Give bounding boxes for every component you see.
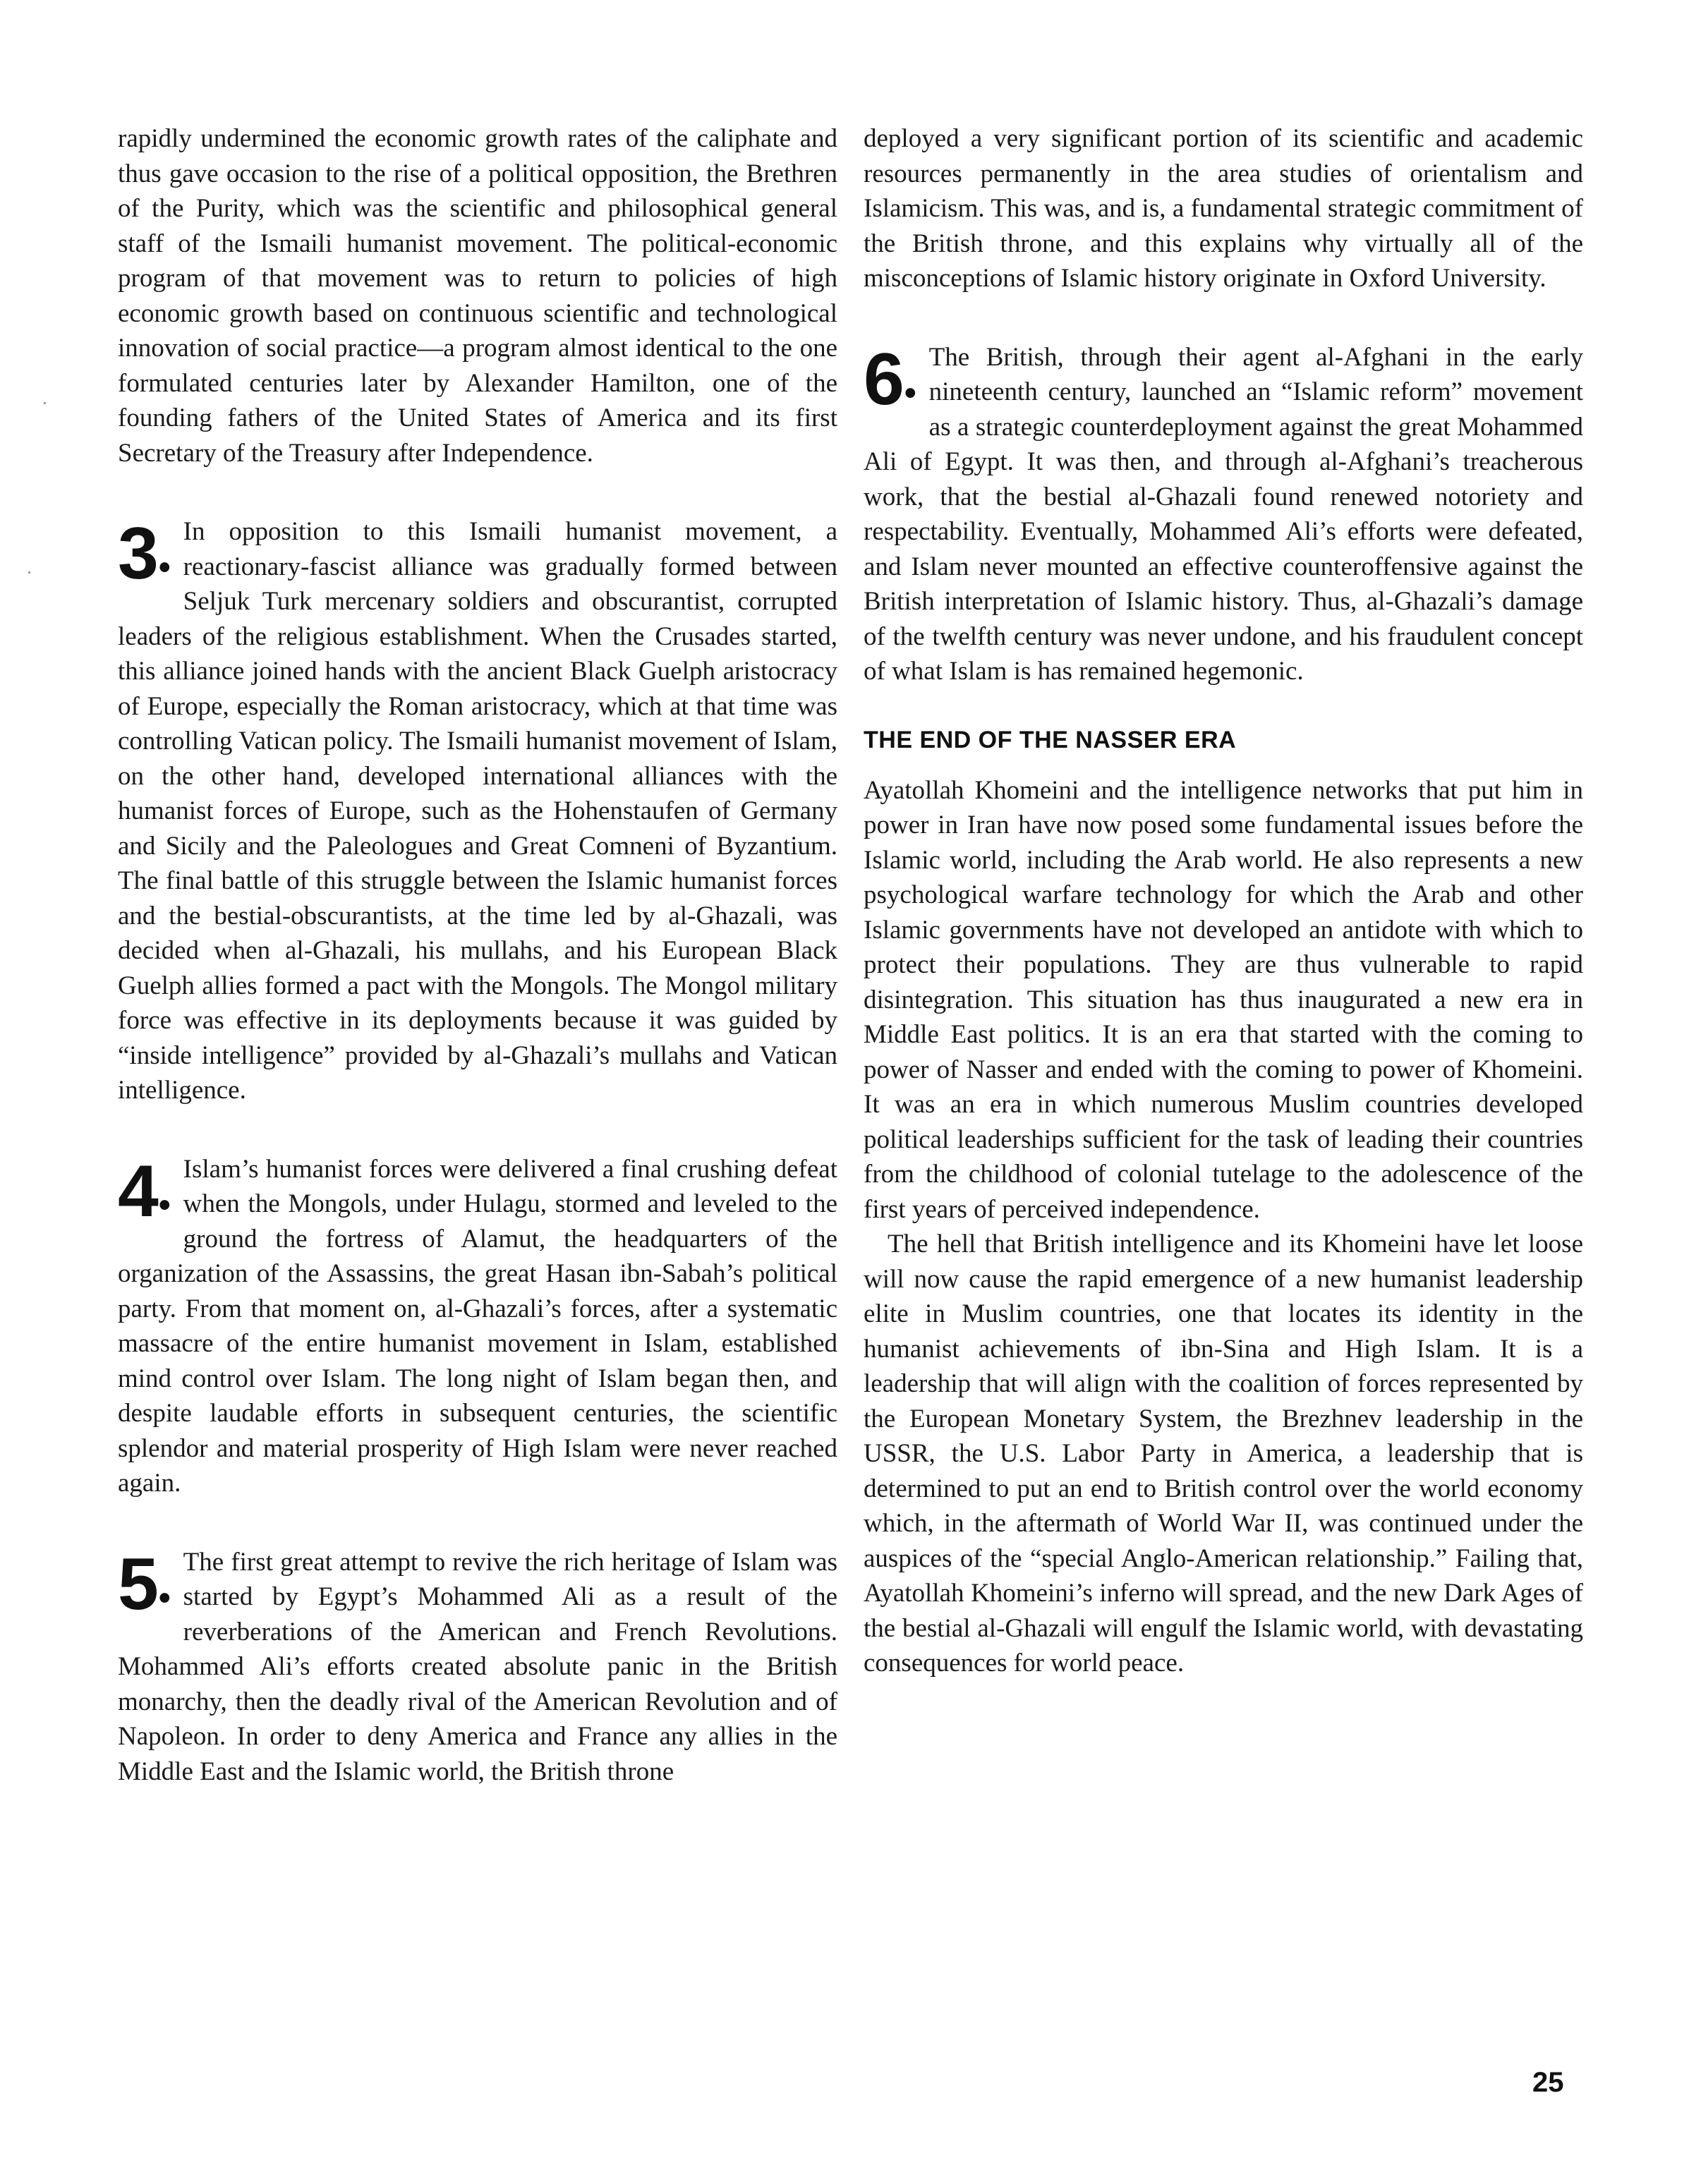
section-number: 4• [118,1150,171,1232]
left-column [118,121,837,1789]
scan-speck [28,571,30,574]
page-number: 25 [1532,2067,1564,2098]
section-text: In opposition to this Ismaili humanist movement, a reactionary-fascist alliance was gradually formed between Seljuk Turk mercenary soldiers and obscurantist, corrupted leaders of the religious establishment. When the Crusades started, this alliance joined hands with the ancient Black Guelph aristocracy of Europe, especially the Roman aristocracy, which at that time was controlling Vatican policy. The Ismaili humanist movement of Islam, on the other hand, developed international alliances with the humanist forces of Europe, such as the Hohenstaufen of Germany and Sicily and the Paleologues and Great Comneni of Byzantium. The final battle of this struggle between the Islamic humanist forces and the bestial-obscurantists, at the time led by al-Ghazali, was decided when al-Ghazali, his mullahs, and his European Black Guelph allies formed a pact with the Mongols. The Mongol military force was effective in its deployments because it was guided by “inside intelligence” provided by al-Ghazali’s mullahs and Vatican intelligence. [118,517,837,1105]
right-column [864,121,1583,1681]
section-number: 6• [864,338,916,420]
section-heading: THE END OF THE NASSER ERA [864,726,1237,753]
body-paragraph: The hell that British intelligence and its Khomeini have let loose will now cause the rapid emergence of a new humanist leadership elite in Muslim countries, one that locates its identity in the humanist achievements of ibn-Sina and High Islam. It is a leadership that will align with the coalition of forces represented by the European Monetary System, the Brezhnev leadership in the USSR, the U.S. Labor Party in America, a leadership that is determined to put an end to British control over the world economy which, in the aftermath of World War II, was continued under the auspices of the “special Anglo-American relationship.” Failing that, Ayatollah Khomeini’s inferno will spread, and the new Dark Ages of the bestial al-Ghazali will engulf the Islamic world, with devastating consequences for world peace. [864,1230,1583,1678]
section-6 [864,340,1583,689]
intro-paragraph: rapidly undermined the economic growth rates of the caliphate and thus gave occasion to the rise of a political opposition, the Brethren of the Purity, which was the scientific and philosophical general staff of the Ismaili humanist movement. The political-economic program of that movement was to return to policies of high economic growth based on continuous scientific and technological innovation of social practice—a program almost identical to the one formulated centuries later by Alexander Hamilton, one of the founding fathers of the United States of America and its first Secretary of the Treasury after Independence. [118,124,837,468]
section-text: Islam’s humanist forces were delivered a final crushing defeat when the Mongols, under Hulagu, stormed and leveled to the ground the fortress of Alamut, the headquarters of the organization of the Assassins, the great Hasan ibn-Sabah’s political party. From that moment on, al-Ghazali’s forces, after a systematic massacre of the entire humanist movement in Islam, established mind control over Islam. The long night of Islam began then, and despite laudable efforts in subsequent centuries, the scientific splendor and material prosperity of High Islam were never reached again. [118,1154,837,1498]
scan-speck [44,402,46,404]
section-number: 5• [118,1543,171,1625]
section-number: 3• [118,513,171,595]
section-4 [118,1152,837,1501]
continuation-paragraph: deployed a very significant portion of its scientific and academic resources permanently in the area studies of orientalism and Islamicism. This was, and is, a fundamental strategic commitment of the British throne, and this explains why virtually all of the misconceptions of Islamic history originate in Oxford University. [864,124,1583,293]
section-text: The first great attempt to revive the rich heritage of Islam was started by Egypt’s Mohammed Ali as a result of the reverberations of the American and French Revolutions. Mohammed Ali’s efforts created absolute panic in the British monarchy, then the deadly rival of the American Revolution and of Napoleon. In order to deny America and France any allies in the Middle East and the Islamic world, the British throne [118,1547,837,1786]
body-paragraph: Ayatollah Khomeini and the intelligence networks that put him in power in Iran have now posed some fundamental issues before the Islamic world, including the Arab world. He also represents a new psychological warfare technology for which the Arab and other Islamic governments have not developed an antidote with which to protect their populations. They are thus vulnerable to rapid disintegration. This situation has thus inaugurated a new era in Middle East politics. It is an era that started with the coming to power of Nasser and ended with the coming to power of Khomeini. It was an era in which numerous Muslim countries developed political leaderships sufficient for the task of leading their countries from the childhood of colonial tutelage to the adolescence of the first years of perceived independence. [864,775,1583,1224]
section-5 [118,1545,837,1790]
section-3 [118,514,837,1108]
section-text: The British, through their agent al-Afghani in the early nineteenth century, launched an “Islamic reform” movement as a strategic counterdeployment against the great Mohammed Ali of Egypt. It was then, and through al-Afghani’s treacherous work, that the bestial al-Ghazali found renewed notoriety and respectability. Eventually, Mohammed Ali’s efforts were defeated, and Islam never mounted an effective counteroffensive against the British interpretation of Islamic history. Thus, al-Ghazali’s damage of the twelfth century was never undone, and his fraudulent concept of what Islam is has remained hegemonic. [864,342,1583,686]
